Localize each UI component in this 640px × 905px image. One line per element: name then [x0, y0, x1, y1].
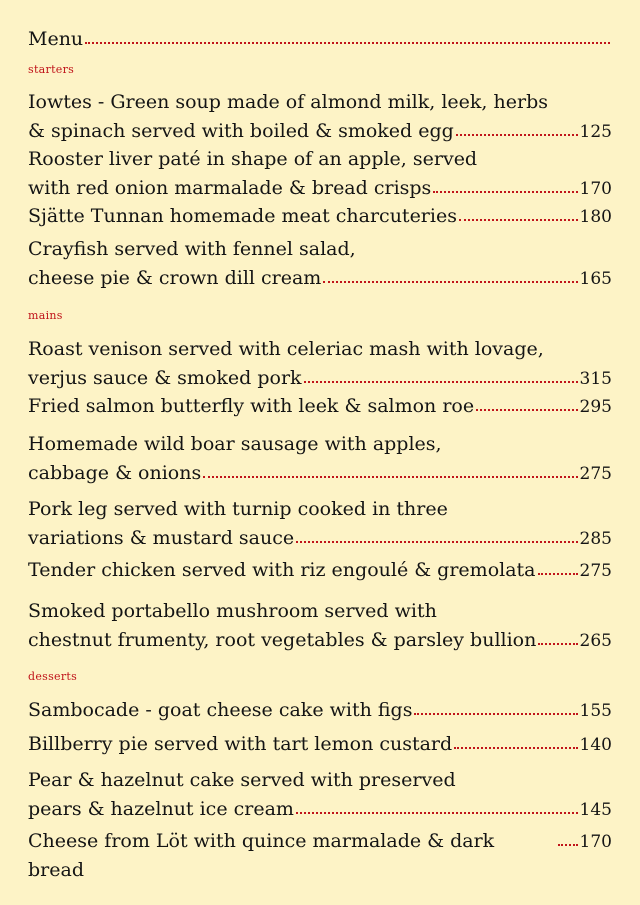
dot-leader	[296, 541, 577, 543]
menu-title-row	[28, 28, 612, 50]
item-description-line: with red onion marmalade & bread crisps	[28, 177, 432, 199]
dot-leader	[296, 812, 578, 814]
dot-leader	[304, 381, 578, 383]
item-description-line: Rooster liver paté in shape of an apple, served	[28, 148, 478, 170]
item-description-line: Sjätte Tunnan homemade meat charcuteries	[28, 205, 457, 227]
menu-item	[28, 235, 612, 294]
item-price: 275	[579, 464, 612, 484]
menu-item	[28, 88, 612, 147]
item-price: 165	[579, 269, 612, 289]
dot-leader	[414, 713, 577, 715]
menu-item	[28, 766, 612, 825]
item-description-line: Crayfish served with fennel salad,	[28, 238, 356, 260]
dot-leader	[323, 281, 577, 283]
menu-item	[28, 392, 612, 422]
dot-leader	[538, 573, 578, 575]
item-price: 180	[579, 207, 612, 227]
item-description-line: Billberry pie served with tart lemon custard	[28, 733, 453, 755]
dot-leader	[85, 42, 610, 44]
section-label-desserts: desserts	[28, 670, 78, 683]
item-description-line: Roast venison served with celeriac mash with lovage,	[28, 338, 544, 360]
item-description-line: Pork leg served with turnip cooked in three	[28, 498, 448, 520]
item-price: 275	[579, 561, 612, 581]
dot-leader	[203, 476, 577, 478]
item-price: 170	[579, 832, 612, 852]
item-price: 155	[579, 701, 612, 721]
section-label-starters: starters	[28, 63, 75, 76]
menu-item	[28, 696, 612, 726]
dot-leader	[476, 409, 577, 411]
item-description-line: Smoked portabello mushroom served with	[28, 600, 437, 622]
dot-leader	[454, 747, 577, 749]
dot-leader	[433, 191, 577, 193]
item-description-line: cabbage & onions	[28, 462, 202, 484]
dot-leader	[456, 134, 578, 136]
dot-leader	[538, 643, 577, 645]
menu-title: Menu	[28, 28, 84, 50]
item-description-line: pears & hazelnut ice cream	[28, 798, 294, 820]
item-price: 285	[579, 529, 612, 549]
item-description-line: Sambocade - goat cheese cake with figs	[28, 699, 413, 721]
item-description-line: Homemade wild boar sausage with apples,	[28, 433, 442, 455]
item-description-line: variations & mustard sauce	[28, 527, 295, 549]
item-price: 125	[579, 122, 612, 142]
menu-item	[28, 495, 612, 554]
item-price: 145	[579, 800, 612, 820]
menu-item	[28, 335, 612, 394]
menu-item	[28, 827, 612, 885]
dot-leader	[459, 219, 578, 221]
menu-item	[28, 597, 612, 656]
item-price: 170	[579, 179, 612, 199]
item-description-line: Pear & hazelnut cake served with preserved	[28, 769, 456, 791]
item-price: 295	[579, 397, 612, 417]
item-description-line: cheese pie & crown dill cream	[28, 267, 322, 289]
item-price: 315	[579, 369, 612, 389]
section-label-mains: mains	[28, 309, 63, 322]
item-price: 140	[579, 735, 612, 755]
menu-item	[28, 730, 612, 760]
item-description-line: chestnut frumenty, root vegetables & parsley bullion	[28, 629, 537, 651]
item-description-line: & spinach served with boiled & smoked egg	[28, 120, 454, 142]
menu-item	[28, 556, 612, 586]
dot-leader	[558, 844, 578, 846]
item-price: 265	[579, 631, 612, 651]
item-description-line: Iowtes - Green soup made of almond milk, leek, herbs	[28, 91, 548, 113]
menu-item	[28, 430, 612, 489]
menu-item	[28, 202, 612, 232]
item-description-line: Tender chicken served with riz engoulé & gremolata	[28, 559, 536, 581]
item-description-line: verjus sauce & smoked pork	[28, 367, 302, 389]
item-description-line: Cheese from Löt with quince marmalade & dark bread	[28, 830, 495, 881]
menu-item	[28, 145, 612, 204]
item-description-line: Fried salmon butterfly with leek & salmon roe	[28, 395, 475, 417]
